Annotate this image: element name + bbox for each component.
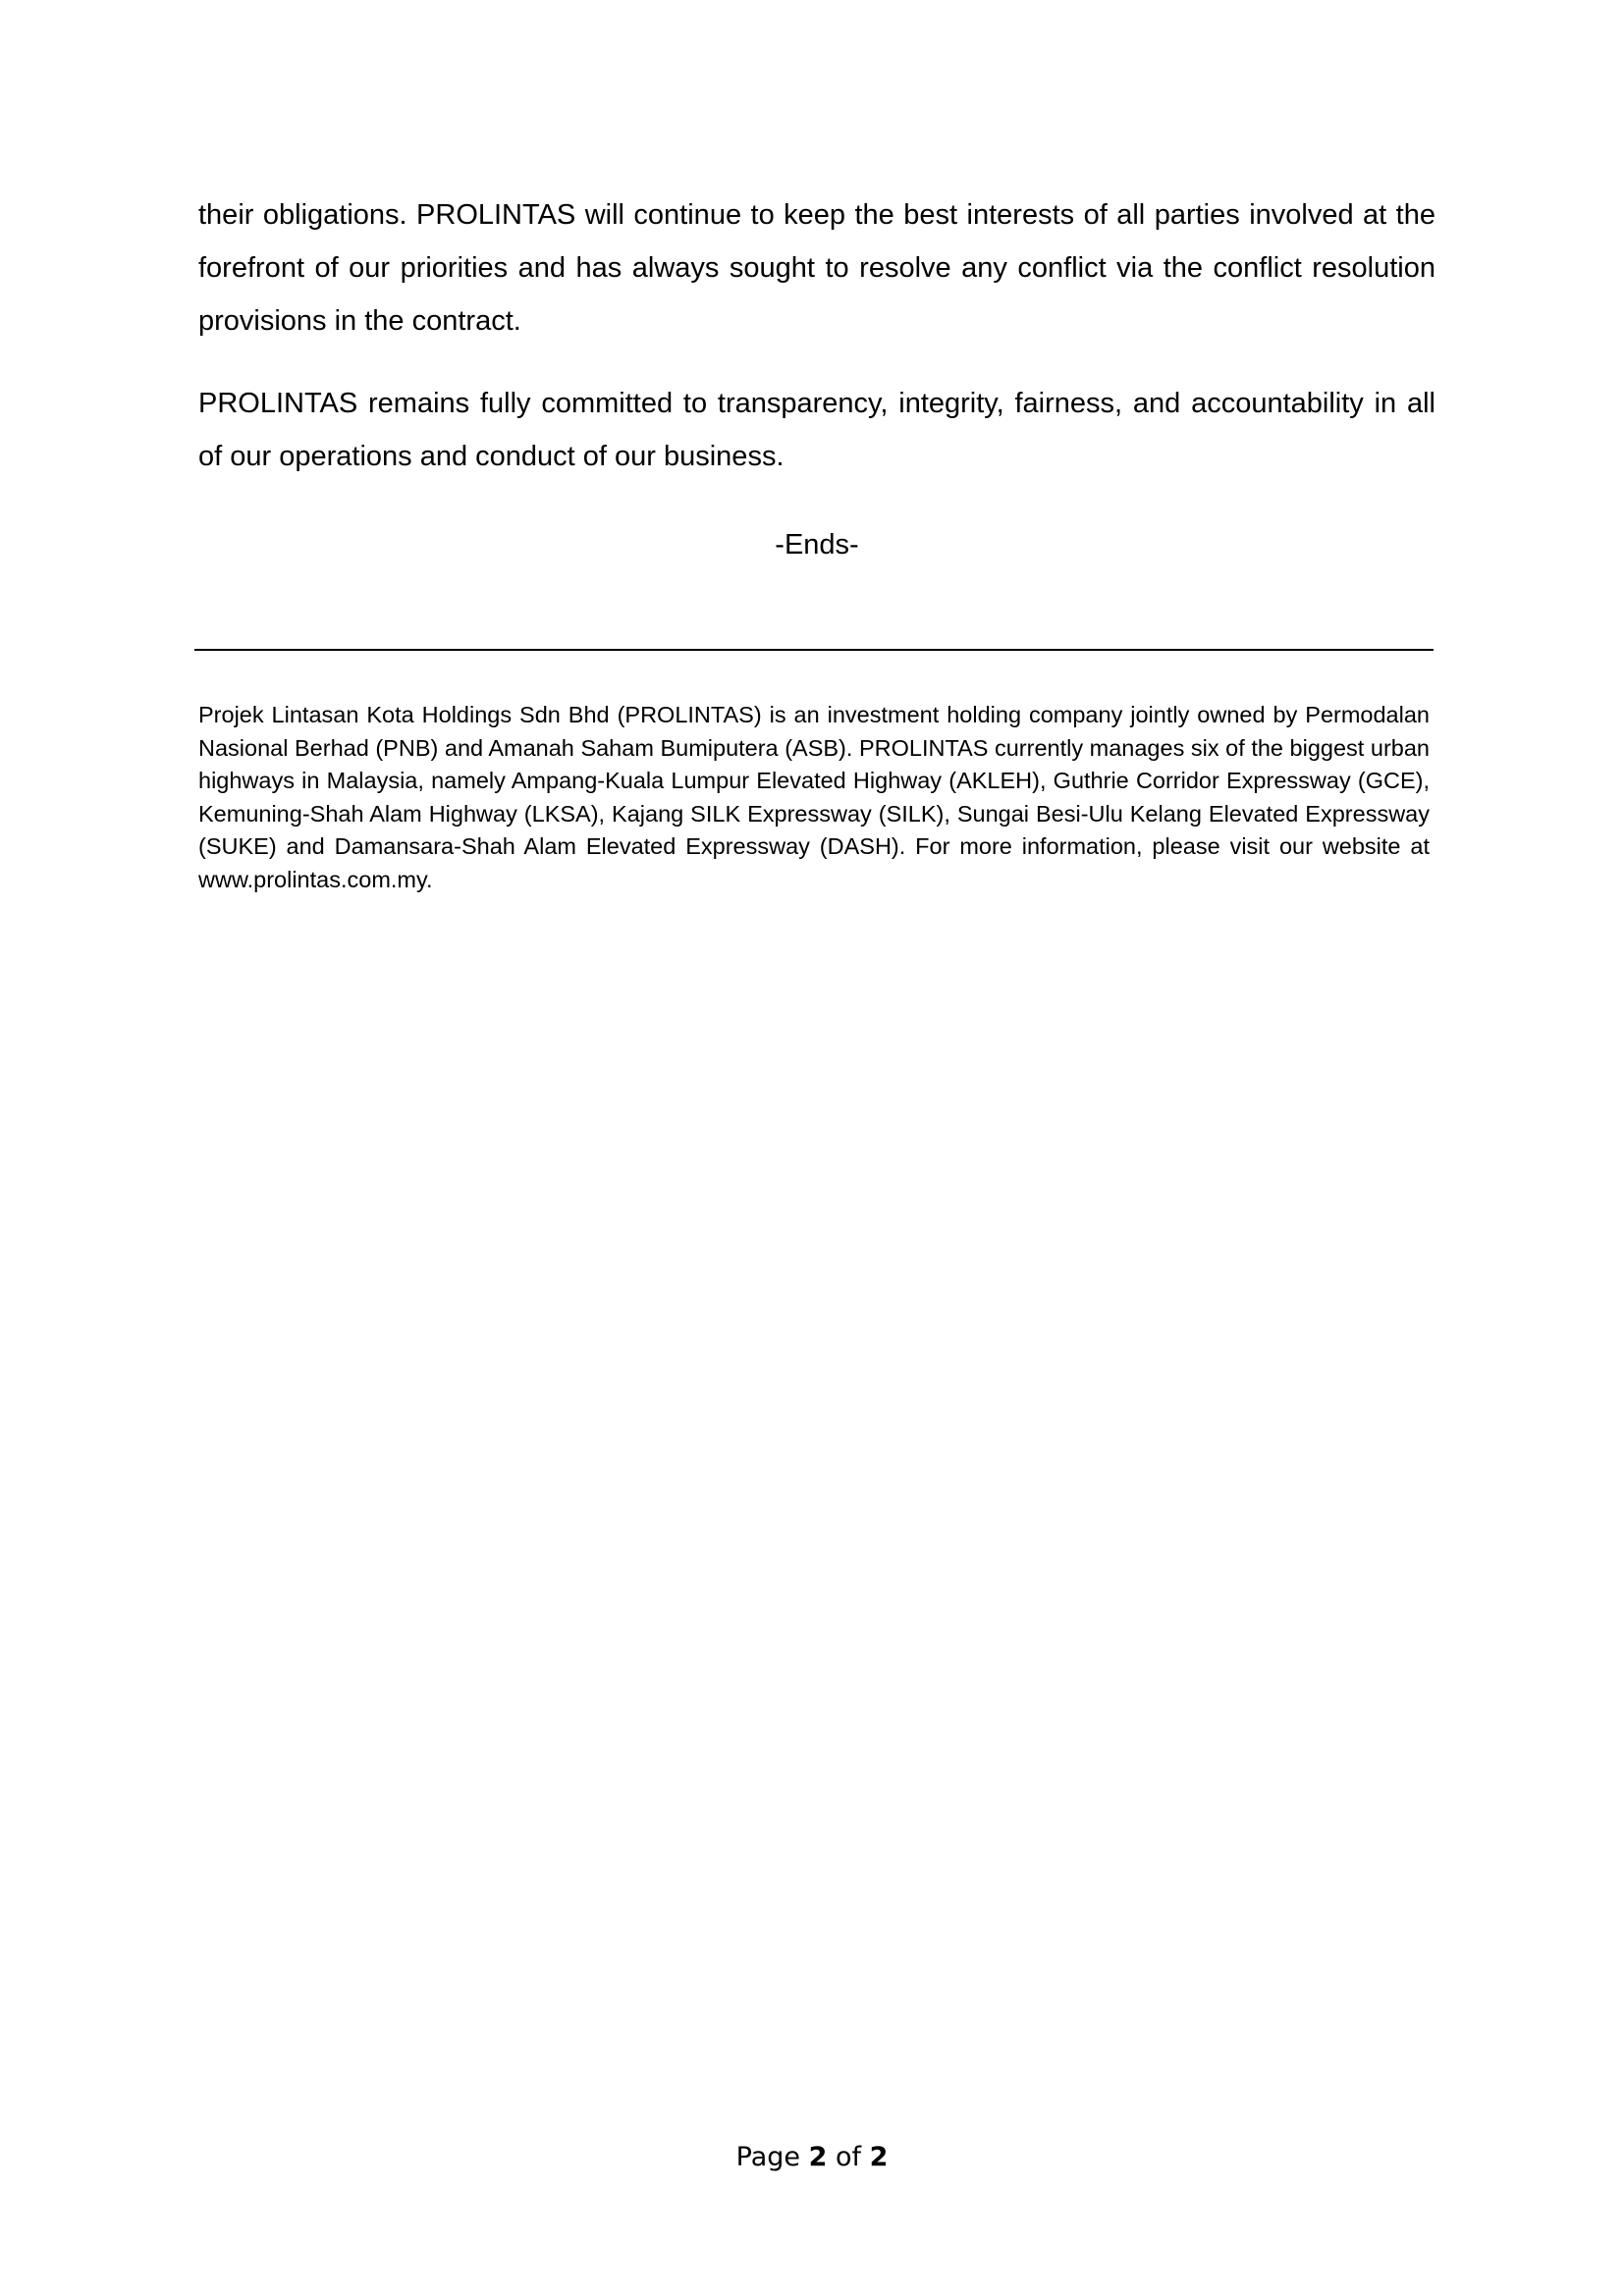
body-paragraph-obligations: their obligations. PROLINTAS will continue to keep the best interests of all parties involved at the forefront of our priorities and has always sought to resolve any conflict via the conflict resolution provisions in the contract.: [198, 199, 1435, 337]
page-number-current: 2: [808, 2142, 828, 2172]
section-divider: [194, 649, 1434, 651]
page-number: [0, 2140, 1624, 2175]
company-boilerplate: Projek Lintasan Kota Holdings Sdn Bhd (PROLINTAS) is an investment holding company jointly owned by Permodalan Nasional Berhad (PNB) and Amanah Saham Bumiputera (ASB). PROLINTAS currently manages six of the biggest urban highways in Malaysia, namely Ampang-Kuala Lumpur Elevated Highway (AKLEH), Guthrie Corridor Expressway (GCE), Kemuning-Shah Alam Highway (LKSA), Kajang SILK Expressway (SILK), Sungai Besi-Ulu Kelang Elevated Expressway (SUKE) and Damansara-Shah Alam Elevated Expressway (DASH). For more information, please visit our website at www.prolintas.com.my.: [198, 702, 1430, 892]
page-number-total: 2: [869, 2142, 889, 2172]
page-number-prefix: Page: [735, 2142, 809, 2172]
ends-marker: -Ends-: [775, 529, 859, 561]
page-number-separator: of: [827, 2142, 870, 2172]
body-paragraph-commitment: PROLINTAS remains fully committed to transparency, integrity, fairness, and accountability in all of our operations and conduct of our business.: [198, 388, 1435, 472]
